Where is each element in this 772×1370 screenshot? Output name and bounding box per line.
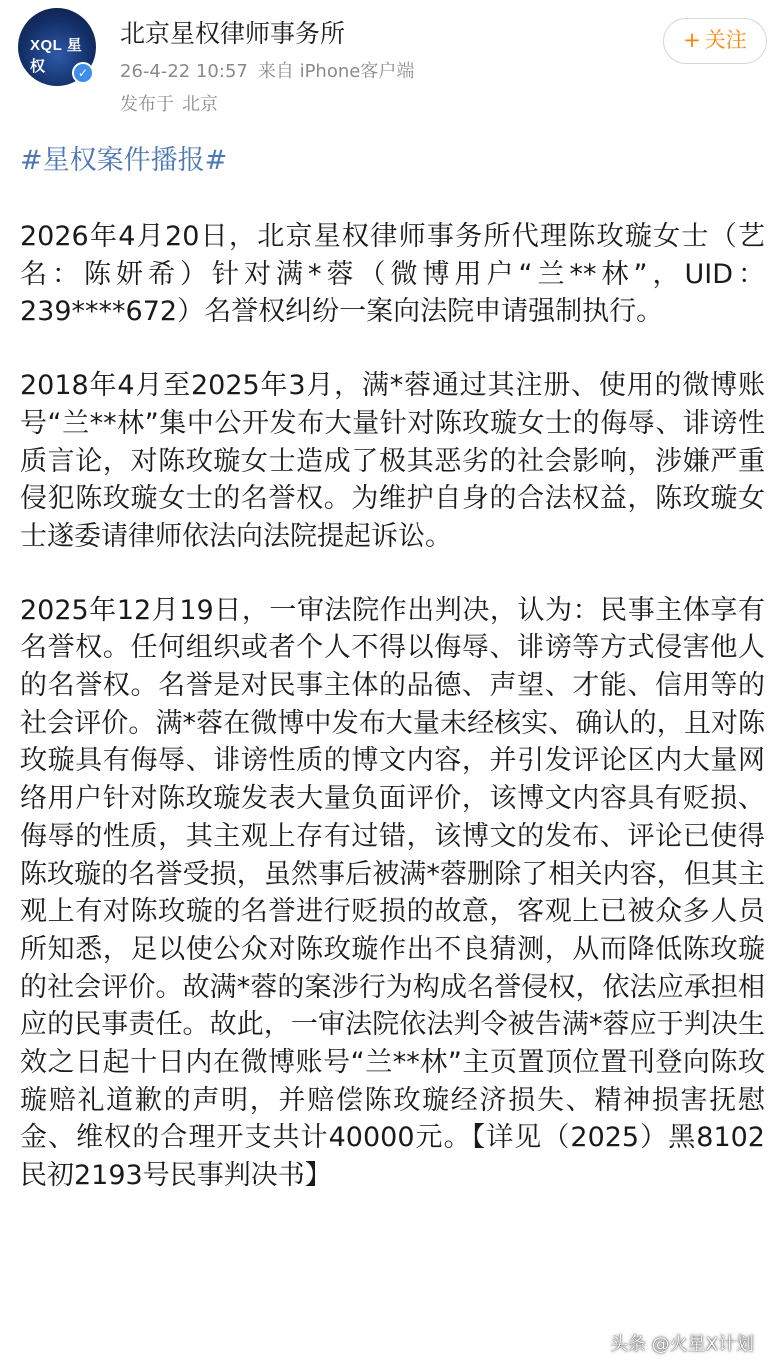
follow-button[interactable] xyxy=(663,18,767,64)
topic-hashtag[interactable]: #星权案件播报# xyxy=(20,145,228,176)
follow-label: 关注 xyxy=(704,28,747,52)
post-paragraph: 2018年4月至2025年3月，满*蓉通过其注册、使用的微博账号“兰**林”集中公开发布大量针对陈玫璇女士的侮辱、诽谤性质言论，对陈玫璇女士造成了极其恶劣的社会影响，涉嫌严重侵犯陈玫璇女士的名誉权。为维护自身的合法权益，陈玫璇女士遂委请律师依法向法院提起诉讼。 xyxy=(20,370,765,552)
avatar-logo-text: XQL 星权 xyxy=(30,37,83,75)
author-name[interactable]: 北京星权律师事务所 xyxy=(120,19,346,48)
post-meta xyxy=(120,57,414,83)
plus-icon: + xyxy=(683,28,701,52)
post-timestamp: 26-4-22 10:57 xyxy=(120,61,248,82)
post-body xyxy=(20,218,765,1195)
post-paragraph: 2025年12月19日，一审法院作出判决，认为：民事主体享有名誉权。任何组织或者个人不得以侮辱、诽谤等方式侵害他人的名誉权。名誉是对民事主体的品德、声望、才能、信用等的社会评价。满*蓉在微博中发布大量未经核实、确认的，且对陈玫璇具有侮辱、诽谤性质的博文内容，并引发评论区内大量网络用户针对陈玫璇发表大量负面评价，该博文内容具有贬损、侮辱的性质，其主观上存有过错，该博文的发布、评论已使得陈玫璇的名誉受损，虽然事后被满*蓉删除了相关内容，但其主观上有对陈玫璇的名誉进行贬损的故意，客观上已被众多人员所知悉，足以使公众对陈玫璇作出不良猜测，从而降低陈玫璇的社会评价。故满*蓉的案涉行为构成名誉侵权，依法应承担相应的民事责任。故此，一审法院依法判令被告满*蓉应于判决生效之日起十日内在微博账号“兰**林”主页置顶位置刊登向陈玫璇赔礼道歉的声明，并赔偿陈玫璇经济损失、精神损害抚慰金、维权的合理开支共计40000元。【详见（2025）黑8102民初2193号民事判决书】 xyxy=(20,594,765,1192)
post-location xyxy=(120,90,218,116)
post-paragraph: 2026年4月20日，北京星权律师事务所代理陈玫璇女士（艺名：陈妍希）针对满*蓉（微博用户“兰**林”，UID：239****672）名誉权纠纷一案向法院申请强制执行。 xyxy=(20,221,765,328)
post-source: 来自 iPhone客户端 xyxy=(257,61,415,82)
location-value: 北京 xyxy=(182,94,218,115)
post-header xyxy=(0,0,772,130)
location-label: 发布于 xyxy=(120,94,174,115)
verified-badge-icon: ✓ xyxy=(72,62,94,84)
watermark: 头条 @火星X计划 xyxy=(609,1334,754,1355)
